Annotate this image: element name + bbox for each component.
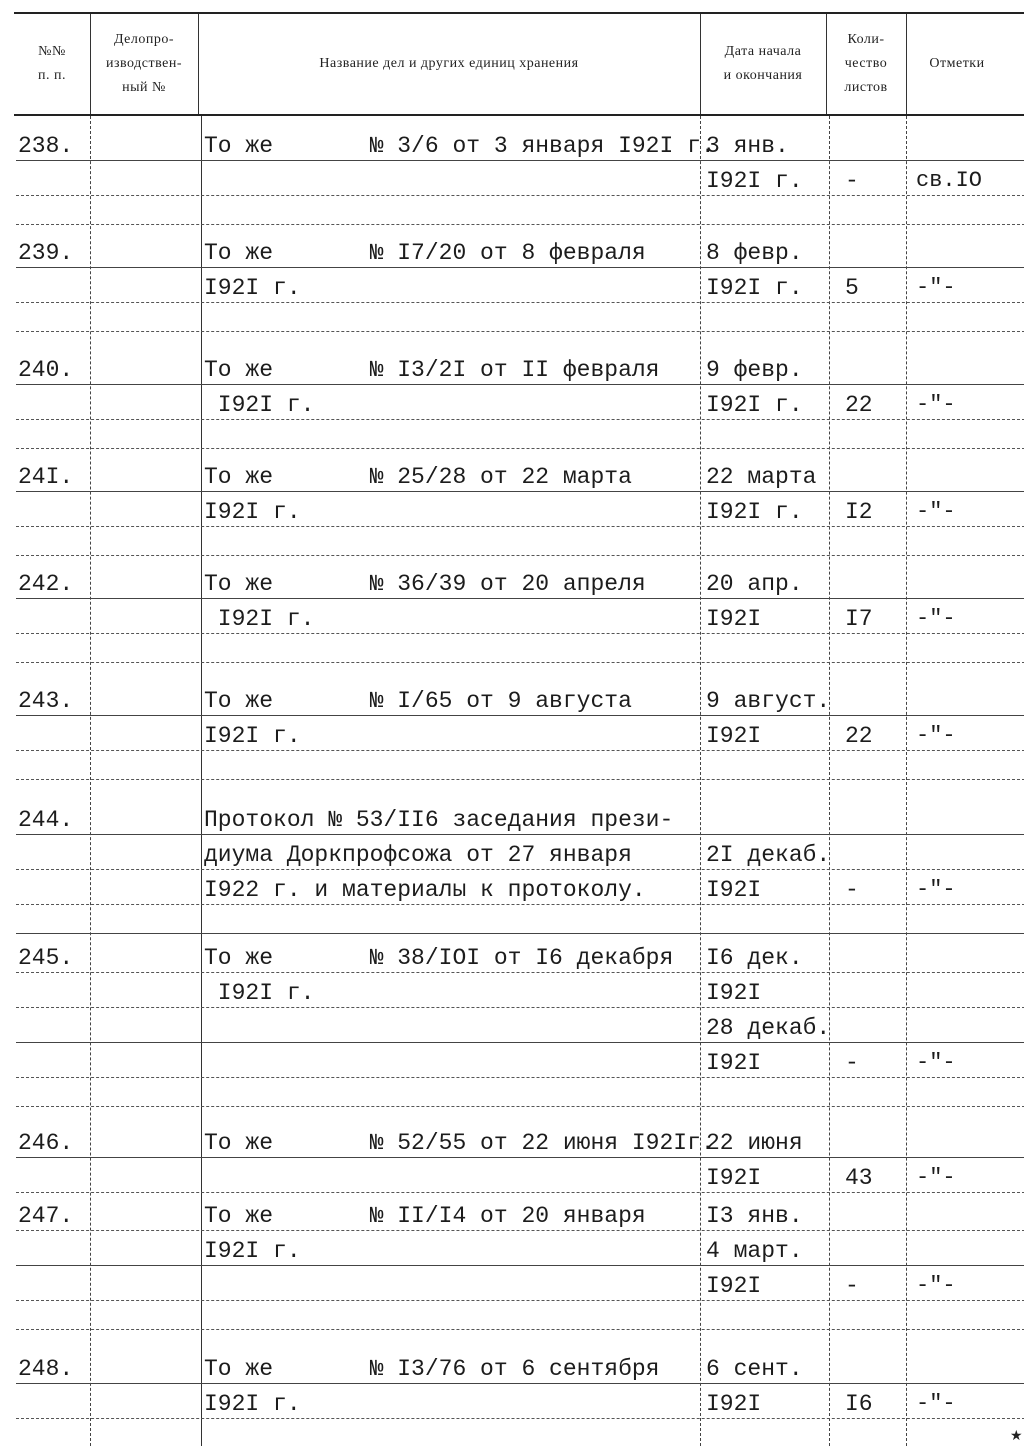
header-divider <box>826 14 827 114</box>
record-title-line: I92I г. <box>204 1238 301 1264</box>
ruling-line <box>16 526 1024 527</box>
header-divider <box>90 14 91 114</box>
record-title-line: Протокол № 53/II6 заседания прези- <box>204 807 674 833</box>
record-title-line: То же № I3/76 от 6 сентября <box>204 1356 660 1382</box>
column-divider <box>201 116 202 1446</box>
record-date-line: I3 янв. <box>706 1203 803 1229</box>
record-title-line: То же № 52/55 от 22 июня I92Iг. <box>204 1130 715 1156</box>
header-col-title-label: Название дел и других единиц хранения <box>319 56 579 71</box>
ruling-line <box>16 779 1024 780</box>
ruling-line <box>16 419 1024 420</box>
record-sheets: I7 <box>845 606 873 632</box>
record-title-line: I92I г. <box>204 392 315 418</box>
ruling-line <box>16 195 1024 196</box>
record-title-line: То же № 3/6 от 3 января I92I г. <box>204 133 715 159</box>
ruling-line <box>16 1007 1024 1008</box>
record-date-line: I92I г. <box>706 499 803 525</box>
record-sheets: I6 <box>845 1391 873 1417</box>
record-title-line: I92I г. <box>204 980 315 1006</box>
record-date-line: I92I <box>706 877 762 903</box>
column-divider <box>90 116 91 1446</box>
ruling-line <box>16 972 1024 973</box>
header-col-title <box>198 14 700 114</box>
ruling-line <box>16 904 1024 905</box>
record-title-line: То же № 25/28 от 22 марта <box>204 464 632 490</box>
column-divider <box>700 116 701 1446</box>
record-title-line: I92I г. <box>204 723 301 749</box>
ruling-line <box>16 302 1024 303</box>
record-number: 247. <box>18 1203 74 1229</box>
record-notes: -"- <box>916 392 956 417</box>
record-number: 240. <box>18 357 74 383</box>
record-notes: -"- <box>916 1273 956 1298</box>
record-number: 242. <box>18 571 74 597</box>
header-col-dates <box>700 14 826 114</box>
ruling-line <box>16 491 1024 492</box>
record-sheets: 22 <box>845 392 873 418</box>
record-date-line: I92I <box>706 1273 762 1299</box>
header-col-sheets-label: Коли- чество листов <box>844 32 888 95</box>
record-date-line: I92I <box>706 606 762 632</box>
record-date-line: I92I г. <box>706 168 803 194</box>
record-date-line: 8 февр. <box>706 240 803 266</box>
header-divider <box>906 14 907 114</box>
record-date-line: I92I <box>706 1391 762 1417</box>
ruling-line <box>16 267 1024 268</box>
ruling-line <box>16 1192 1024 1193</box>
record-number: 248. <box>18 1356 74 1382</box>
record-title-line: I92I г. <box>204 275 301 301</box>
ruling-line <box>16 555 1024 556</box>
record-date-line: 22 марта <box>706 464 817 490</box>
record-title-line: То же № II/I4 от 20 января <box>204 1203 646 1229</box>
ruling-line <box>16 384 1024 385</box>
record-date-line: I6 дек. <box>706 945 803 971</box>
record-date-line: I92I <box>706 723 762 749</box>
header-bottom-rule <box>14 114 1024 116</box>
header-col-dates-label: Дата начала и окончания <box>723 44 803 83</box>
header-col-num-label: №№ п. п. <box>38 44 66 83</box>
ruling-line <box>16 1418 1024 1419</box>
header-col-notes <box>906 14 1008 114</box>
record-date-line: 6 сент. <box>706 1356 803 1382</box>
record-date-line: 4 март. <box>706 1238 803 1264</box>
ruling-line <box>16 1383 1024 1384</box>
record-title-line: I92I г. <box>204 1391 301 1417</box>
record-title-line: I92I г. <box>204 499 301 525</box>
record-date-line: 9 февр. <box>706 357 803 383</box>
record-notes: -"- <box>916 606 956 631</box>
record-number: 246. <box>18 1130 74 1156</box>
record-title-line: То же № I3/2I от II февраля <box>204 357 660 383</box>
record-number: 244. <box>18 807 74 833</box>
record-date-line: I92I <box>706 1165 762 1191</box>
ruling-line <box>16 1157 1024 1158</box>
record-number: 24I. <box>18 464 74 490</box>
ruling-line <box>16 933 1024 934</box>
record-date-line: 28 декаб. <box>706 1015 831 1041</box>
record-notes: св.IO <box>916 168 983 193</box>
ruling-line <box>16 633 1024 634</box>
record-number: 239. <box>18 240 74 266</box>
record-notes: -"- <box>916 499 956 524</box>
ruling-line <box>16 224 1024 225</box>
record-notes: -"- <box>916 723 956 748</box>
ruling-line <box>16 1230 1024 1231</box>
record-date-line: I92I г. <box>706 392 803 418</box>
record-title-line: I922 г. и материалы к протоколу. <box>204 877 646 903</box>
record-date-line: I92I <box>706 980 762 1006</box>
record-number: 245. <box>18 945 74 971</box>
record-notes: -"- <box>916 1165 956 1190</box>
header-col-sheets <box>826 14 906 114</box>
record-title-line: То же № I7/20 от 8 февраля <box>204 240 646 266</box>
record-sheets: - <box>845 1273 859 1299</box>
record-sheets: 22 <box>845 723 873 749</box>
ruling-line <box>16 1300 1024 1301</box>
record-sheets: I2 <box>845 499 873 525</box>
record-sheets: 5 <box>845 275 859 301</box>
record-sheets: - <box>845 877 859 903</box>
ruling-line <box>16 1106 1024 1107</box>
record-number: 243. <box>18 688 74 714</box>
ruling-line <box>16 750 1024 751</box>
record-title-line: диума Доркпрофсожа от 27 января <box>204 842 632 868</box>
record-date-line: 20 апр. <box>706 571 803 597</box>
ruling-line <box>16 1329 1024 1330</box>
header-divider <box>700 14 701 114</box>
record-sheets: - <box>845 168 859 194</box>
ruling-line <box>16 160 1024 161</box>
header-col-office <box>90 14 198 114</box>
record-sheets: - <box>845 1050 859 1076</box>
record-title-line: I92I г. <box>204 606 315 632</box>
ruling-line <box>16 331 1024 332</box>
ruling-line <box>16 1042 1024 1043</box>
margin-mark: ★ <box>1010 1428 1023 1444</box>
record-number: 238. <box>18 133 74 159</box>
record-date-line: 22 июня <box>706 1130 803 1156</box>
ruling-line <box>16 1265 1024 1266</box>
record-notes: -"- <box>916 1050 956 1075</box>
ruling-line <box>16 1077 1024 1078</box>
header-col-num <box>14 14 90 114</box>
record-date-line: 3 янв. <box>706 133 789 159</box>
record-notes: -"- <box>916 877 956 902</box>
ruling-line <box>16 715 1024 716</box>
record-title-line: То же № 38/IOI от I6 декабря <box>204 945 674 971</box>
record-title-line: То же № 36/39 от 20 апреля <box>204 571 646 597</box>
column-divider <box>906 116 907 1446</box>
record-notes: -"- <box>916 1391 956 1416</box>
column-divider <box>829 116 830 1446</box>
ruling-line <box>16 834 1024 835</box>
record-notes: -"- <box>916 275 956 300</box>
header-col-notes-label: Отметки <box>929 56 985 71</box>
record-date-line: I92I г. <box>706 275 803 301</box>
record-sheets: 43 <box>845 1165 873 1191</box>
ruling-line <box>16 869 1024 870</box>
record-date-line: 2I декаб. <box>706 842 831 868</box>
ruling-line <box>16 598 1024 599</box>
ruling-line <box>16 662 1024 663</box>
record-date-line: 9 август. <box>706 688 831 714</box>
record-title-line: То же № I/65 от 9 августа <box>204 688 632 714</box>
header-divider <box>198 14 199 114</box>
header-col-office-label: Делопро- изводствен- ный № <box>106 32 182 95</box>
ruling-line <box>16 448 1024 449</box>
record-date-line: I92I <box>706 1050 762 1076</box>
